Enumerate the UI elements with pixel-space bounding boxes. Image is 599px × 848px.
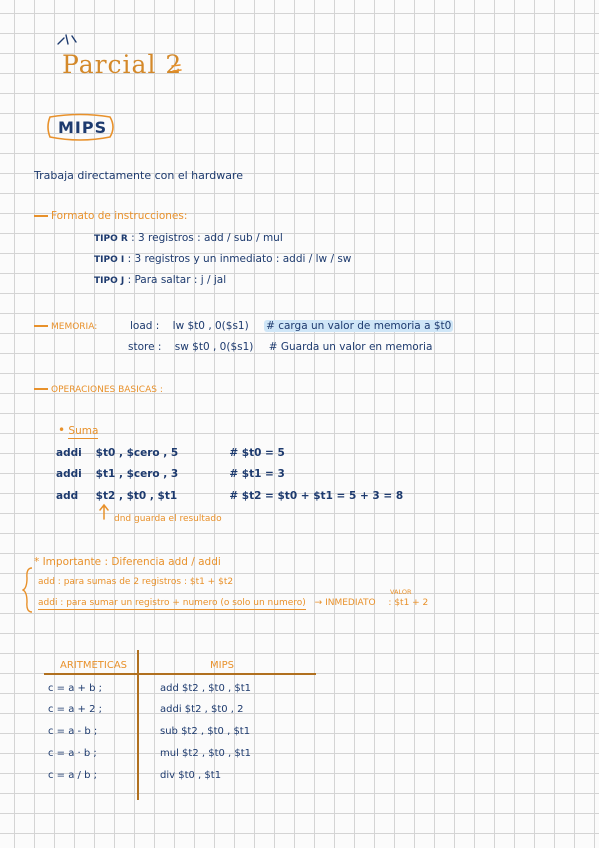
memoria-store-line bbox=[128, 342, 432, 353]
table-cell-mips: mul $t2 , $t0 , $t1 bbox=[160, 748, 252, 759]
tipo-i-label: TIPO I bbox=[94, 255, 125, 265]
table-cell-mips: add $t2 , $t0 , $t1 bbox=[160, 683, 252, 694]
table-divider-horizontal bbox=[44, 673, 316, 675]
page-title: Parcial 2 bbox=[62, 50, 183, 79]
table-header-mips: MIPS bbox=[210, 660, 234, 671]
importante-line-addi bbox=[38, 599, 428, 608]
store-comment: # Guarda un valor en memoria bbox=[268, 341, 433, 353]
importante-line-add: add : para sumas de 2 registros : $t1 + $t2 bbox=[38, 577, 234, 587]
sparkle-doodle bbox=[54, 30, 82, 50]
valor-label: VALOR bbox=[390, 588, 412, 596]
addi-text: addi : para sumar un registro + numero (o solo un numero) bbox=[38, 598, 306, 608]
tipo-j-text: : Para saltar : j / jal bbox=[127, 274, 227, 286]
intro-text: Trabaja directamente con el hardware bbox=[34, 169, 243, 182]
tipo-i-line bbox=[94, 254, 351, 265]
result-note: dnd guarda el resultado bbox=[114, 514, 222, 524]
store-label: store : bbox=[128, 341, 162, 353]
code-comment: # $t0 = 5 bbox=[229, 447, 285, 459]
tipo-j-label: TIPO J bbox=[94, 276, 125, 286]
title-equals-doodle bbox=[170, 62, 184, 76]
arrow-icon: → bbox=[314, 598, 323, 608]
code-args: $t0 , $cero , 5 bbox=[95, 447, 179, 459]
store-instr: sw $t0 , 0($s1) bbox=[174, 341, 254, 353]
importante-heading: * Importante : Diferencia add / addi bbox=[34, 556, 221, 568]
tipo-r-label: TIPO R bbox=[94, 234, 128, 244]
tipo-j-line bbox=[94, 275, 226, 286]
code-comment: # $t1 = 3 bbox=[229, 468, 285, 480]
operaciones-heading-text: OPERACIONES BASICAS : bbox=[51, 385, 163, 395]
table-cell-arit: c = a / b ; bbox=[48, 770, 97, 781]
operaciones-heading bbox=[34, 384, 163, 395]
code-line-3 bbox=[56, 491, 403, 502]
code-op: add bbox=[56, 490, 79, 502]
code-args: $t2 , $t0 , $t1 bbox=[95, 490, 178, 502]
tipo-i-text: : 3 registros y un inmediato : addi / lw / sw bbox=[127, 253, 352, 265]
memoria-heading bbox=[34, 321, 97, 332]
table-cell-mips: addi $t2 , $t0 , 2 bbox=[160, 704, 244, 715]
formato-heading bbox=[34, 211, 187, 222]
mips-badge: MIPS bbox=[58, 118, 108, 137]
table-cell-arit: c = a + b ; bbox=[48, 683, 102, 694]
code-op: addi bbox=[56, 468, 82, 480]
memoria-heading-text: MEMORIA: bbox=[51, 322, 98, 332]
load-instr: lw $t0 , 0($s1) bbox=[172, 320, 249, 332]
tipo-r-text: : 3 registros : add / sub / mul bbox=[131, 232, 283, 244]
table-cell-arit: c = a + 2 ; bbox=[48, 704, 103, 715]
memoria-load-line bbox=[130, 321, 453, 332]
example-text: : $t1 + 2 bbox=[388, 598, 429, 608]
code-op: addi bbox=[56, 447, 82, 459]
formato-heading-text: Formato de instrucciones: bbox=[51, 210, 188, 222]
inmediato-text: INMEDIATO bbox=[325, 598, 376, 608]
table-cell-mips: div $t0 , $t1 bbox=[160, 770, 222, 781]
code-comment: # $t2 = $t0 + $t1 = 5 + 3 = 8 bbox=[229, 490, 404, 502]
code-line-1 bbox=[56, 448, 285, 459]
suma-label-text: Suma bbox=[68, 425, 99, 437]
brace-icon bbox=[22, 566, 34, 614]
tipo-r-line bbox=[94, 233, 283, 244]
code-line-2 bbox=[56, 469, 285, 480]
table-cell-arit: c = a · b ; bbox=[48, 748, 97, 759]
table-header-aritmeticas: ARITMETICAS bbox=[60, 660, 128, 671]
up-arrow-icon bbox=[97, 503, 111, 521]
load-label: load : bbox=[130, 320, 160, 332]
table-cell-mips: sub $t2 , $t0 , $t1 bbox=[160, 726, 251, 737]
suma-label: • Suma bbox=[58, 423, 99, 437]
table-cell-arit: c = a - b ; bbox=[48, 726, 98, 737]
code-args: $t1 , $cero , 3 bbox=[95, 468, 179, 480]
load-comment: # carga un valor de memoria a $t0 bbox=[266, 320, 452, 332]
